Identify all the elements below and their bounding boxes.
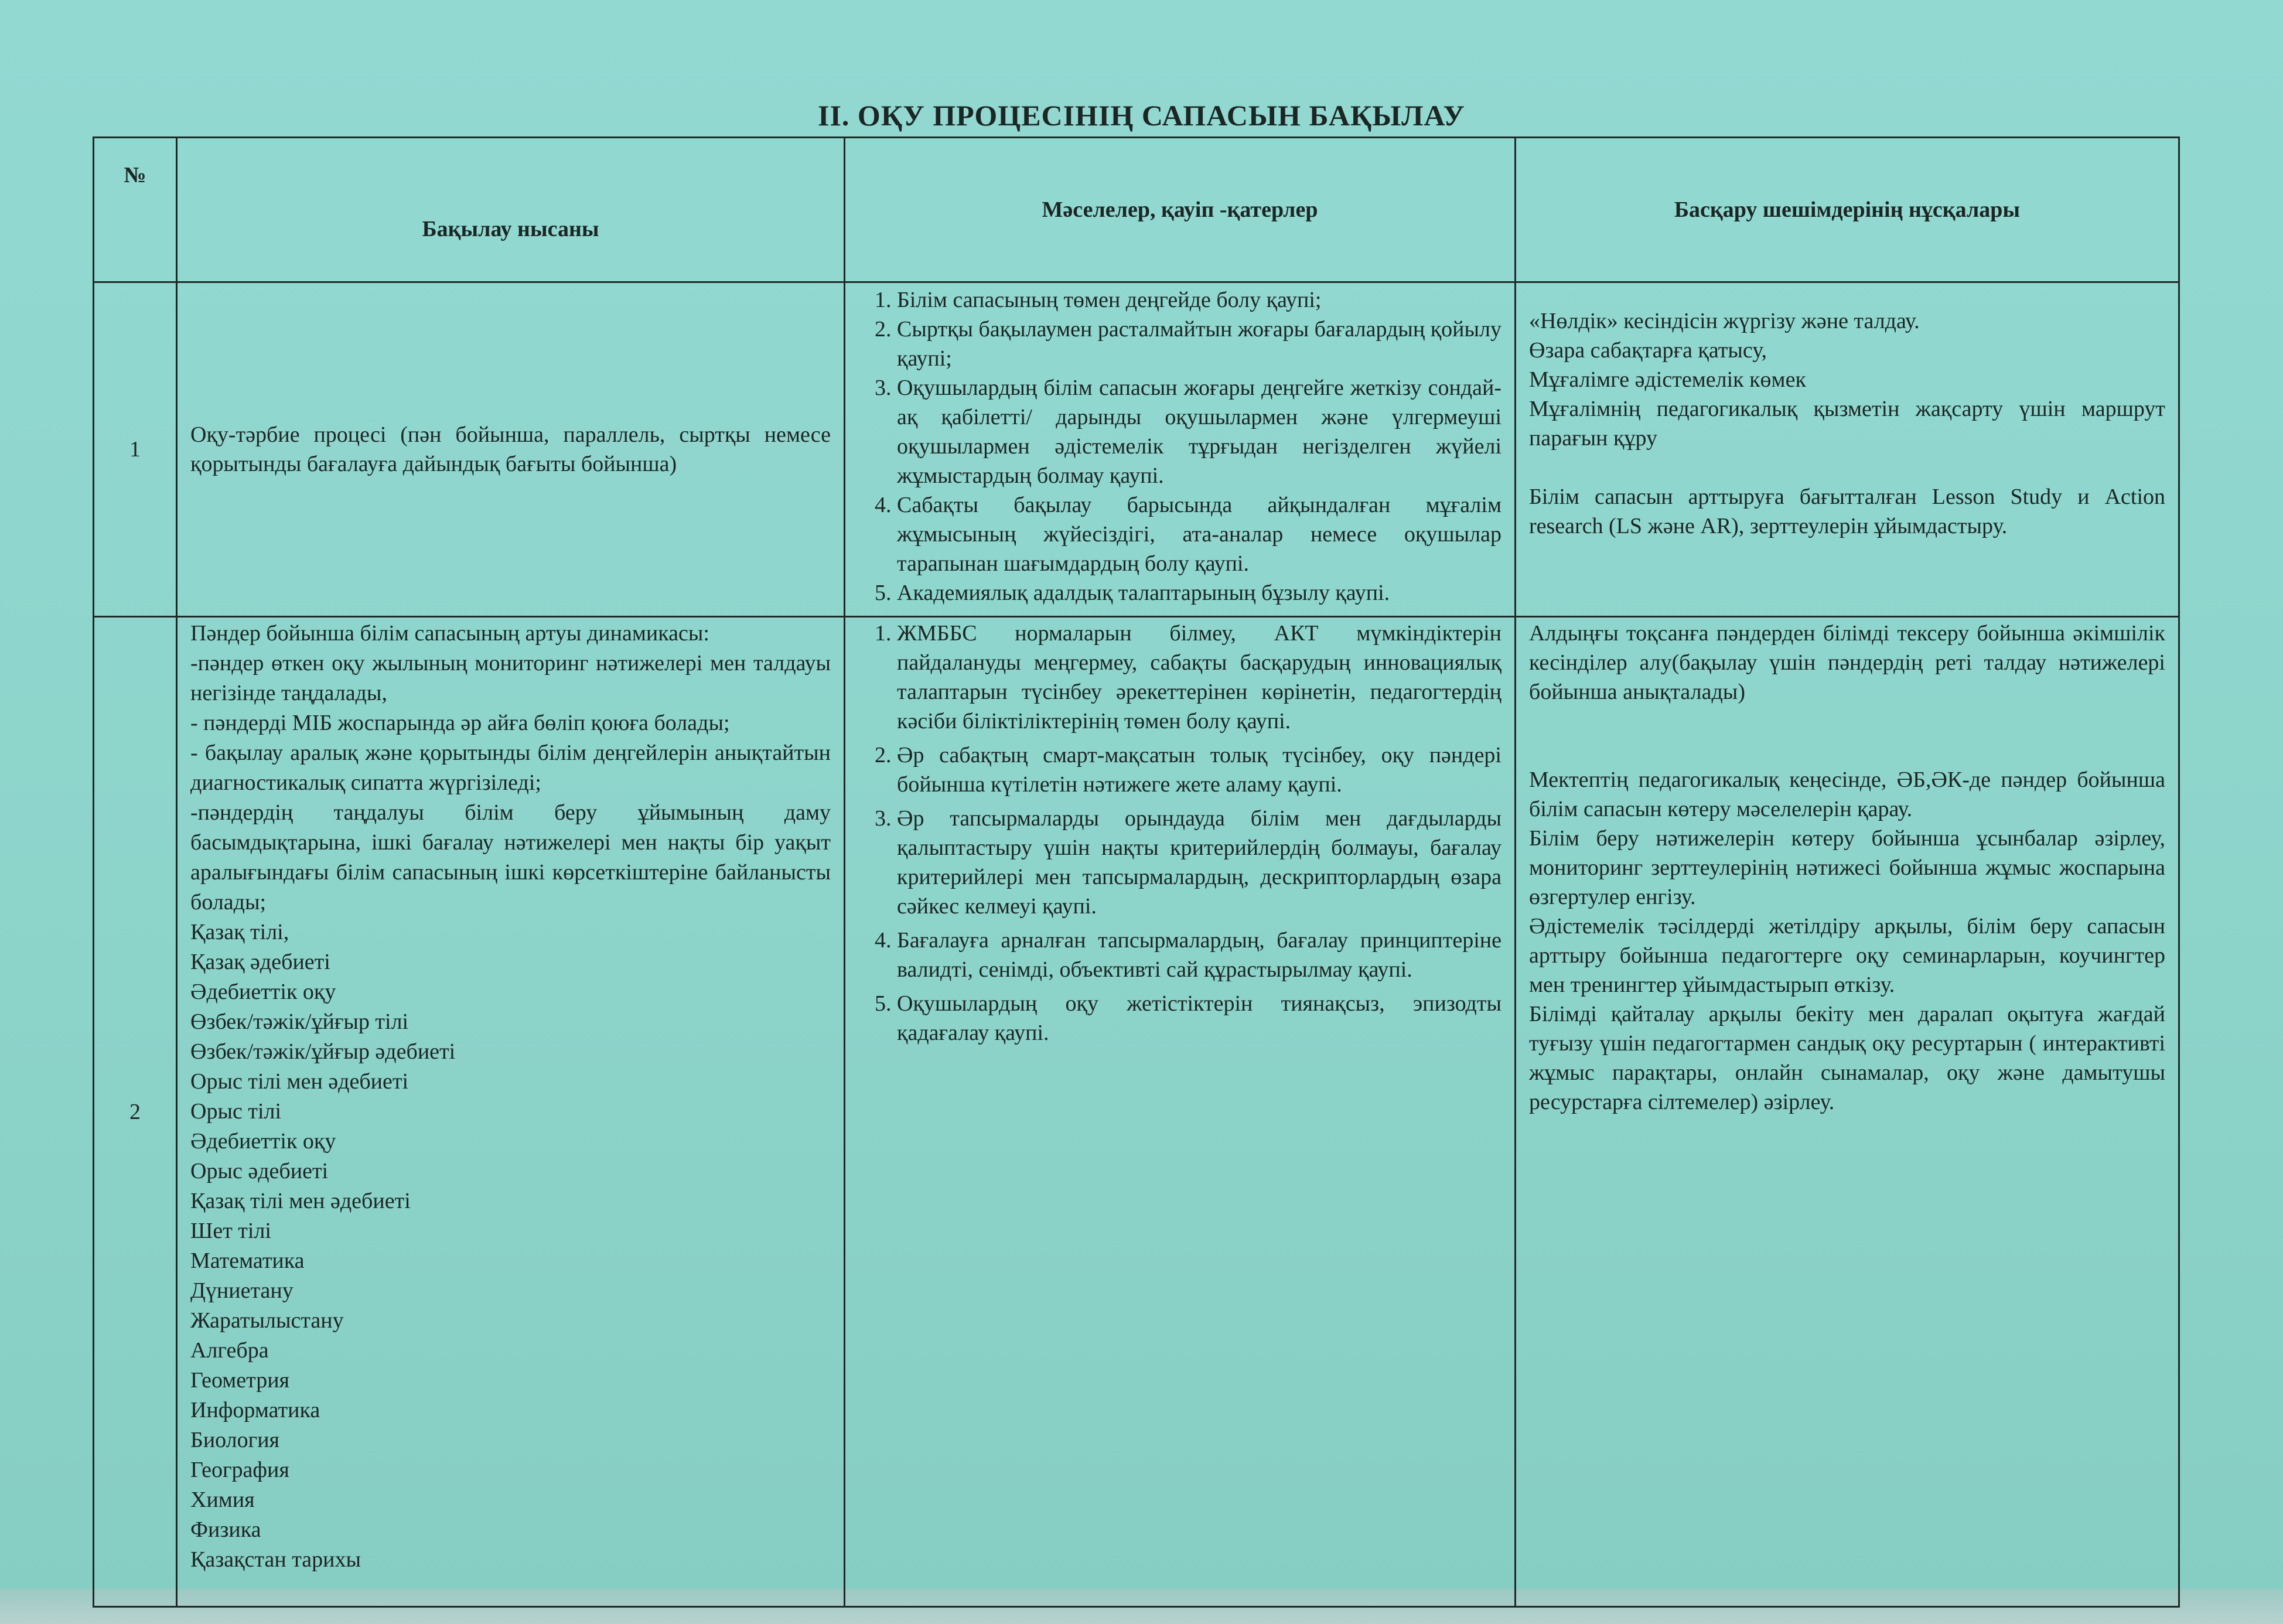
subject-item: Қазақстан тарихы — [190, 1547, 361, 1572]
subject-item: Орыс әдебиеті — [190, 1159, 329, 1183]
decision-text: Әдістемелік тәсілдерді жетілдіру арқылы, білім беру сапасын арттыру бойынша педагогтерге оқу семинарларын, коучингтер мен тренингтер ұйымдастырып өткізу. — [1529, 914, 2165, 997]
row-number: 1 — [94, 282, 177, 617]
subject-item: Орыс тілі мен әдебиеті — [190, 1069, 409, 1094]
quality-control-table — [93, 137, 2180, 1608]
subject-item: Алгебра — [190, 1338, 269, 1363]
subject-item: Әдебиеттік оқу — [190, 980, 336, 1004]
row-number: 2 — [94, 617, 177, 1607]
problems-list — [858, 619, 1501, 1048]
list-item: 3. Оқушылардың білім сапасын жоғары деңгейге жеткізу сондай-ақ қабілетті/ дарынды оқушылармен және үлгермеуші оқушылармен әдістемелік тұрғыдан негізделген жүйелі жұмыстардың болмау қаупі. — [897, 373, 1501, 490]
list-item: 5. Оқушылардың оқу жетістіктерін тиянақсыз, эпизодты қадағалау қаупі. — [897, 989, 1501, 1048]
decision-text: Мектептің педагогикалық кеңесінде, ӘБ,ӘК-де пәндер бойынша білім сапасын көтеру мәселелерін қарау. — [1529, 767, 2165, 821]
decision-text: Білім беру нәтижелерін көтеру бойынша ұсынбалар әзірлеу, мониторинг зерттеулерінің нәтижесі бойынша жұмыс жоспарына өзгертулер енгізу. — [1529, 826, 2165, 909]
subject-item: География — [190, 1458, 289, 1482]
header-object: Бақылау нысаны — [177, 138, 845, 282]
list-item: 5. Академиялық адалдық талаптарының бұзылу қаупі. — [897, 578, 1501, 608]
subject-item: Әдебиеттік оқу — [190, 1129, 336, 1154]
object-text: - бақылау аралық және қорытынды білім деңгейлерін анықтайтын диагностикалық сипатта жүргізіледі; — [190, 741, 831, 795]
list-item: 4. Сабақты бақылау барысында айқындалған мұғалім жұмысының жүйесіздігі, ата-аналар немесе оқушылар тарапынан шағымдардың болу қаупі. — [897, 490, 1501, 578]
subject-item: Орыс тілі — [190, 1099, 282, 1124]
page-title: II. ОҚУ ПРОЦЕСІНІҢ САПАСЫН БАҚЫЛАУ — [818, 99, 1465, 132]
decision-spacer — [1529, 453, 2165, 482]
object-text: Пәндер бойынша білім сапасының артуы динамикасы: — [190, 621, 709, 646]
subject-item: Дүниетану — [190, 1278, 294, 1303]
decisions-cell — [1516, 617, 2179, 1607]
list-item: 1. ЖМББС нормаларын білмеу, АКТ мүмкіндіктерін пайдалануды меңгермеу, сабақты басқарудың инновациялық талаптарын түсінбеу әрекеттерінен көрінетін, педагогтердің кәсіби біліктіліктерінің төмен болу қаупі. — [897, 619, 1501, 736]
subject-item: Қазақ тілі мен әдебиеті — [190, 1189, 411, 1213]
subject-item: Физика — [190, 1517, 261, 1542]
list-item: 2. Әр сабақтың смарт-мақсатын толық түсінбеу, оқу пәндері бойынша күтілетін нәтижеге жете аламу қаупі. — [897, 741, 1501, 799]
subject-item: Биология — [190, 1428, 280, 1452]
header-decisions: Басқару шешімдерінің нұсқалары — [1516, 138, 2179, 282]
list-item: 2. Сыртқы бақылаумен расталмайтын жоғары бағалардың қойылу қаупі; — [897, 315, 1501, 373]
table-row — [94, 282, 2179, 617]
table-row — [94, 617, 2179, 1607]
decisions-cell — [1516, 282, 2179, 617]
table-header-row — [94, 138, 2179, 282]
decision-text: Мұғалімнің педагогикалық қызметін жақсарту үшін маршрут парағын құру — [1529, 397, 2165, 451]
decision-text: «Нөлдік» кесіндісін жүргізу және талдау. — [1529, 309, 1920, 333]
decision-spacer — [1529, 707, 2165, 765]
subject-item: Информатика — [190, 1398, 320, 1422]
subject-item: Қазақ тілі, — [190, 920, 289, 944]
subject-item: Жаратылыстану — [190, 1308, 344, 1333]
control-object — [177, 617, 845, 1607]
object-text: -пәндер өткен оқу жылының мониторинг нәтижелері мен талдауы негізінде таңдалады, — [190, 651, 831, 705]
decision-text: Білімді қайталау арқылы бекіту мен даралап оқытуға жағдай туғызу үшін педагогтармен сандық оқу ресуртарын ( интерактивті жұмыс парақтары, онлайн сынамалар, оқу және дамытушы ресурстарға сілтемелер) әзірлеу. — [1529, 1002, 2165, 1114]
subject-item: Қазақ әдебиеті — [190, 950, 330, 974]
subject-item: Өзбек/тәжік/ұйғыр тілі — [190, 1009, 409, 1034]
list-item: 3. Әр тапсырмаларды орындауда білім мен дағдыларды қалыптастыру үшін нақты критерийлердің болмауы, бағалау критерийлері мен тапсырмалардың, дескрипторлардың өзара сәйкес келмеуі қаупі. — [897, 804, 1501, 921]
list-item: 1. Білім сапасының төмен деңгейде болу қаупі; — [897, 285, 1501, 315]
subject-item: Математика — [190, 1248, 305, 1273]
problems-cell — [845, 617, 1516, 1607]
control-object: Оқу-тәрбие процесі (пән бойынша, параллель, сыртқы немесе қорытынды бағалауға дайындық бағыты бойынша) — [177, 282, 845, 617]
header-problems: Мәселелер, қауіп -қатерлер — [845, 138, 1516, 282]
header-num: № — [94, 138, 177, 282]
subject-item: Химия — [190, 1487, 255, 1512]
decision-text: Өзара сабақтарға қатысу, — [1529, 338, 1767, 363]
decision-text: Алдыңғы тоқсанға пәндерден білімді тексеру бойынша әкімшілік кесінділер алу(бақылау үшін пәндердің реті талдау нәтижелері бойынша анықталады) — [1529, 621, 2165, 704]
decision-text: Білім сапасын арттыруға бағытталған Lesson Study и Action research (LS және AR), зерттеулерін ұйымдастыру. — [1529, 485, 2165, 538]
decision-text: Мұғалімге әдістемелік көмек — [1529, 367, 1806, 392]
subject-item: Геометрия — [190, 1368, 290, 1393]
problems-list — [858, 285, 1501, 608]
subject-item: Өзбек/тәжік/ұйғыр әдебиеті — [190, 1039, 456, 1064]
problems-cell — [845, 282, 1516, 617]
object-text: - пәндерді МІБ жоспарында әр айға бөліп қоюға болады; — [190, 711, 730, 735]
list-item: 4. Бағалауға арналған тапсырмалардың, бағалау принциптеріне валидті, сенімді, объективті сай құрастырылмау қаупі. — [897, 926, 1501, 984]
object-text: -пәндердің таңдалуы білім беру ұйымының даму басымдықтарына, ішкі бағалау нәтижелері мен нақты бір уақыт аралығындағы білім сапасының ішкі көрсеткіштеріне байланысты болады; — [190, 800, 831, 915]
subject-item: Шет тілі — [190, 1219, 271, 1243]
